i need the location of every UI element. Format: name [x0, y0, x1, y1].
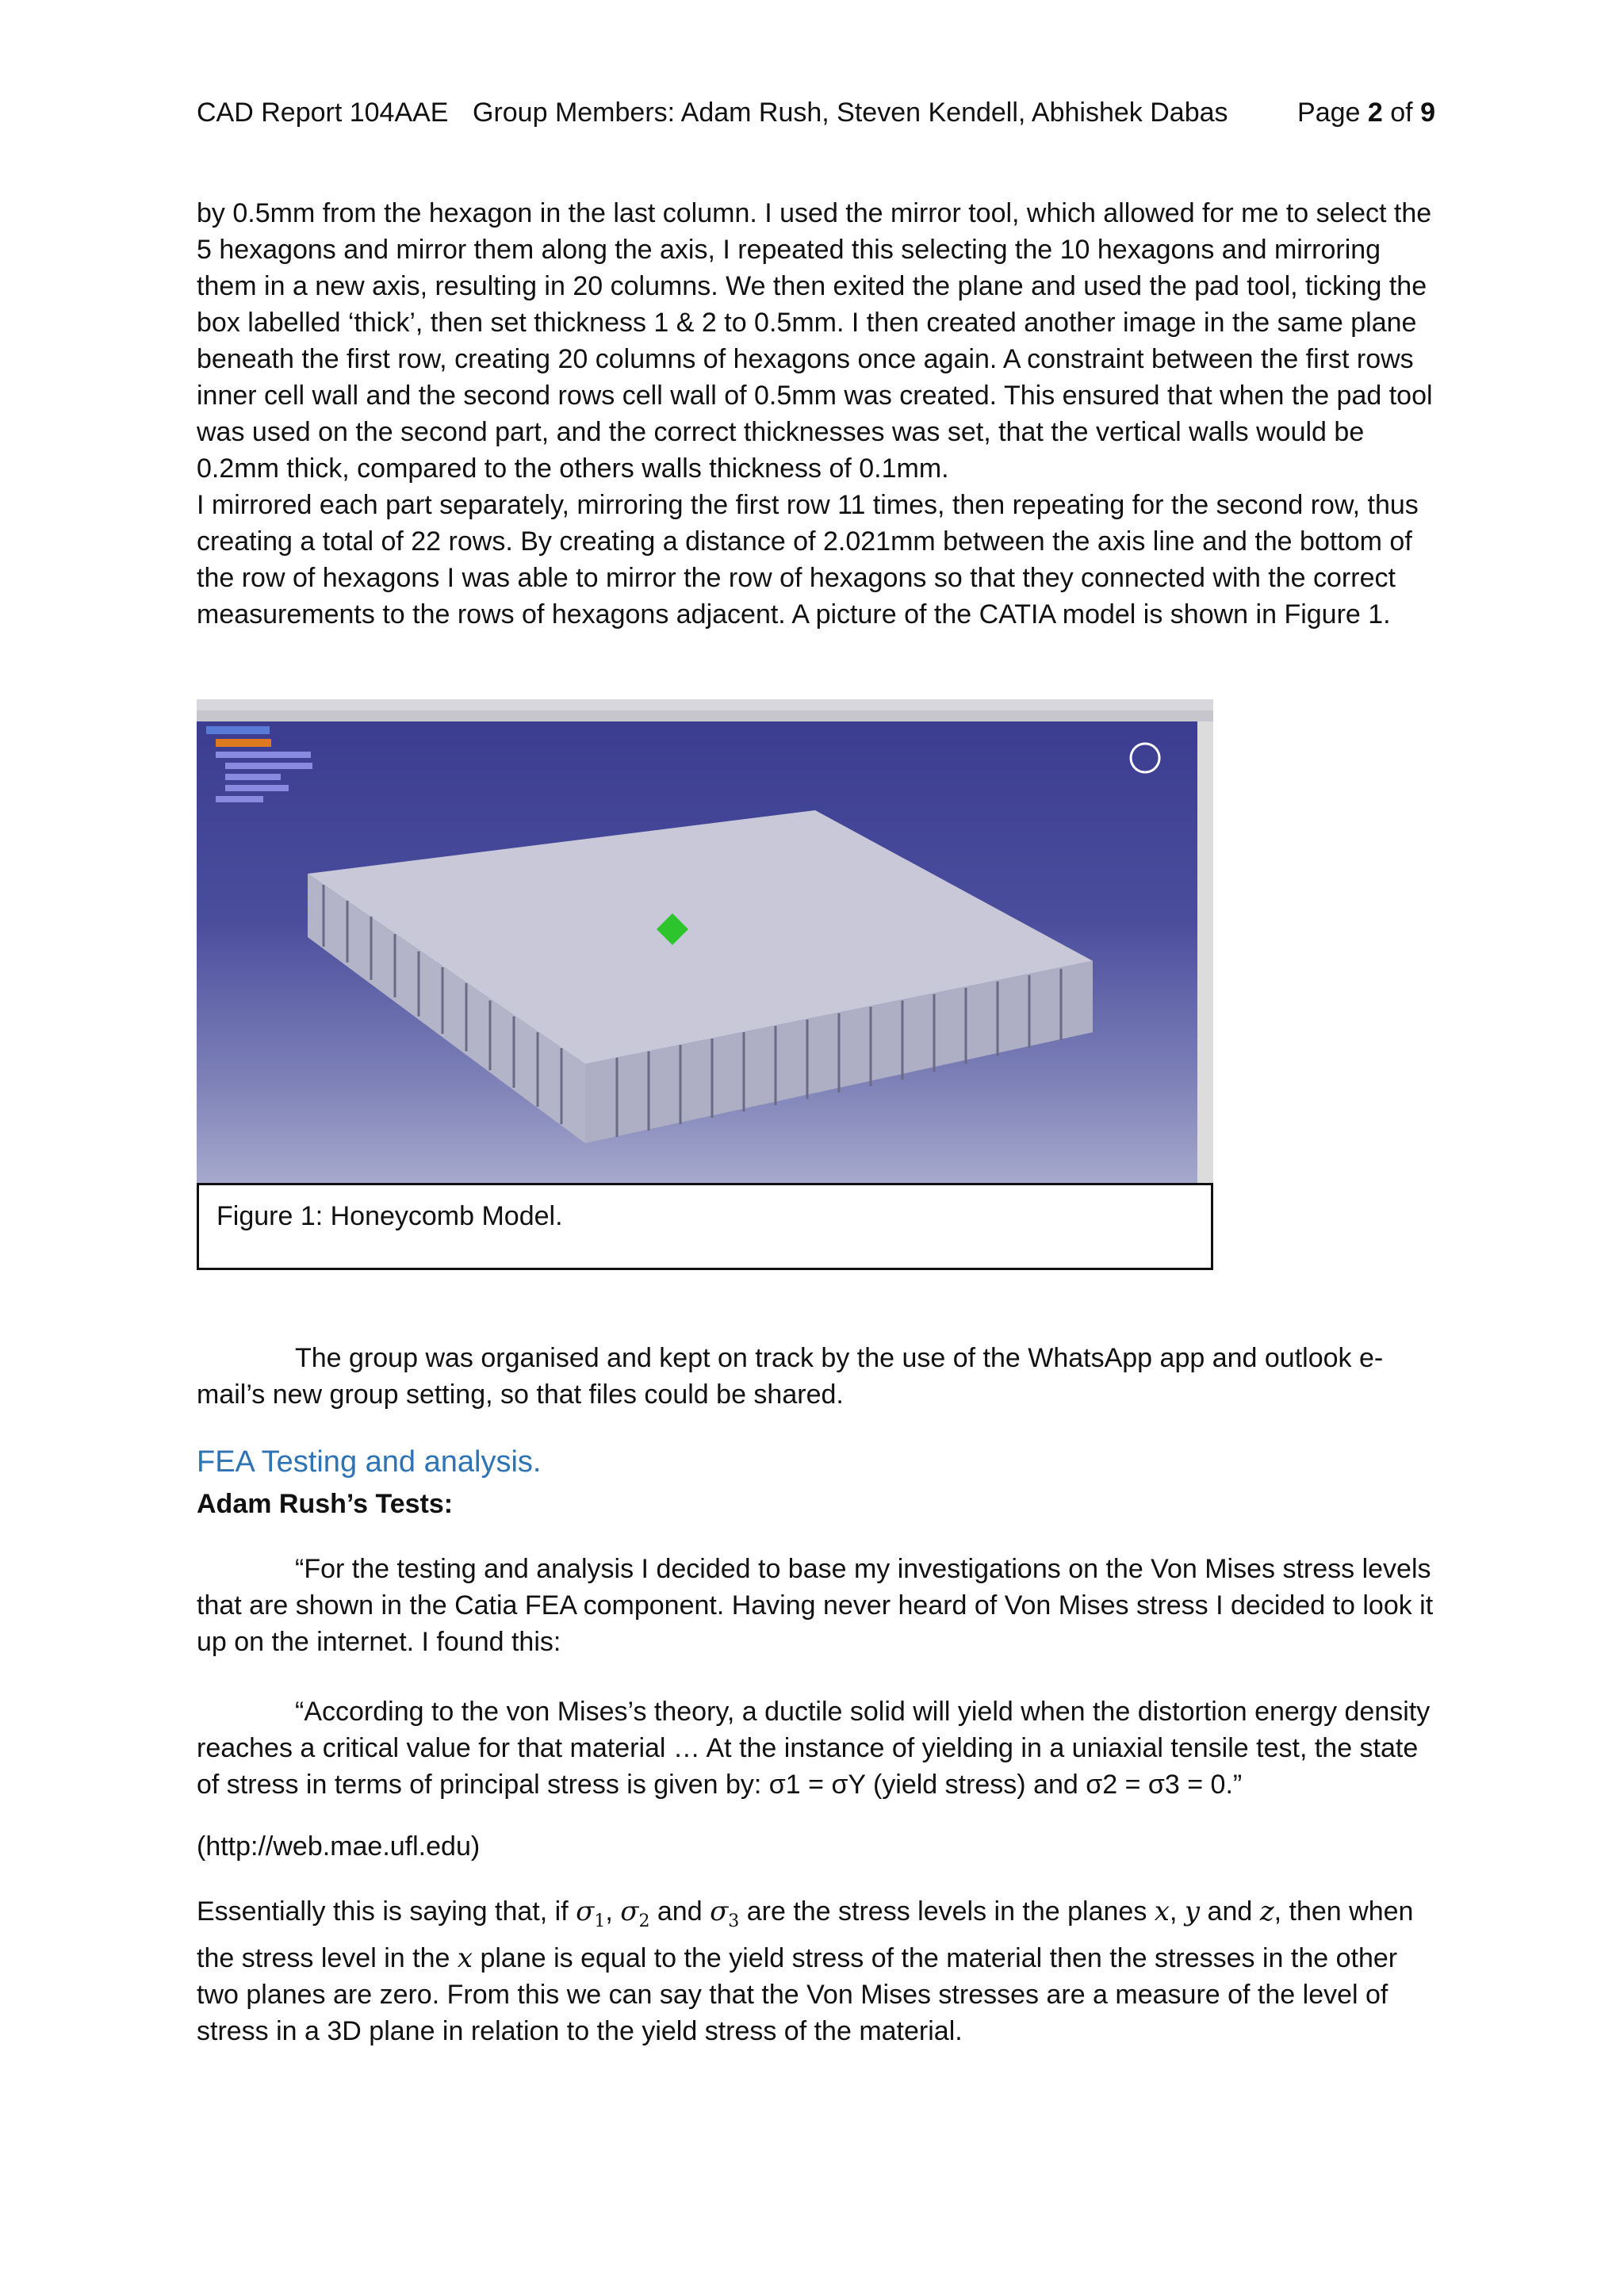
- var-x-2: x: [457, 1942, 473, 1974]
- subsection-heading: Adam Rush’s Tests:: [197, 1489, 454, 1519]
- section-title: FEA Testing and analysis.: [197, 1445, 542, 1479]
- body-paragraph-2: I mirrored each part separately, mirroring the first row 11 times, then repeating for the second row, thus creating a total of 22 rows. By creating a distance of 2.021mm between the axis line and the bottom of the row of hexagons I was able to mirror the row of hexagons so that they connected with the correct measurements to the rows of hexagons adjacent. A picture of the CATIA model is shown in Figure 1.: [197, 490, 1419, 629]
- page-total: 9: [1420, 98, 1435, 128]
- honeycomb-model-image: [197, 699, 1213, 1183]
- sigma-1: $\sigma_1$: [576, 1896, 606, 1931]
- page-header: [197, 94, 1435, 132]
- report-title: CAD Report 104AAE: [197, 98, 449, 128]
- spec-tree: [206, 726, 312, 802]
- figure-caption-box: [197, 1183, 1213, 1270]
- var-x: x: [1154, 1896, 1170, 1927]
- figure-caption: Figure 1: Honeycomb Model.: [216, 1201, 563, 1231]
- page-current: 2: [1367, 98, 1383, 128]
- sigma-2: $\sigma_2$: [620, 1896, 650, 1931]
- var-y: y: [1184, 1896, 1201, 1927]
- sigma-3: $\sigma_3$: [710, 1896, 740, 1931]
- quote-paragraph: “According to the von Mises’s theory, a ductile solid will yield when the distortion energy density reaches a critical value for that material … At the instance of yielding in a uniaxial tensile test, the state of stress in terms of principal stress is given by: σ1 = σY (yield stress) and σ2 = σ3 = 0.”: [197, 1697, 1431, 1800]
- honeycomb-block: [308, 810, 1093, 1143]
- window-title-bar: [197, 699, 1213, 710]
- body-paragraph-4: “For the testing and analysis I decided to base my investigations on the Von Mises stress levels that are shown in the Catia FEA component. Having never heard of Von Mises stress I decided to look it up on the internet. I found this:: [197, 1554, 1434, 1657]
- catia-honeycomb-screenshot: [197, 699, 1213, 1183]
- body-paragraph-3: The group was organised and kept on track by the use of the WhatsApp app and outlook e-mail’s new group setting, so that files could be shared.: [197, 1343, 1384, 1410]
- right-toolbar: [1197, 721, 1213, 1183]
- compass-icon: [1131, 744, 1159, 772]
- citation-url: (http://web.mae.ufl.edu): [197, 1831, 481, 1862]
- group-members: Group Members: Adam Rush, Steven Kendell, Abhishek Dabas: [473, 98, 1228, 128]
- body-paragraph-7: Essentially this is saying that, if $\sigma_1$, $\sigma_2$ and $\sigma_3$ are the stress levels in the planes x, y and z, then when the stress level in the x plane is equal to the yield stress of the material then the stresses in the other two planes are zero. From this we can say that the Von Mises stresses are a measure of the level of stress in a 3D plane in relation to the yield stress of the material.: [197, 1896, 1414, 2046]
- var-z: z: [1259, 1896, 1274, 1927]
- window-menu-bar: [197, 710, 1213, 721]
- page-number: Page 2 of 9: [1297, 98, 1435, 128]
- body-paragraph-1: by 0.5mm from the hexagon in the last column. I used the mirror tool, which allowed for me to select the 5 hexagons and mirror them along the axis, I repeated this selecting the 10 hexagons and mirroring them in a new axis, resulting in 20 columns. We then exited the plane and used the pad tool, ticking the box labelled ‘thick’, then set thickness 1 & 2 to 0.5mm. I then created another image in the same plane beneath the first row, creating 20 columns of hexagons once again. A constraint between the first rows inner cell wall and the second rows cell wall of 0.5mm was created. This ensured that when the pad tool was used on the second part, and the correct thicknesses was set, that the vertical walls would be 0.2mm thick, compared to the others walls thickness of 0.1mm.: [197, 198, 1433, 484]
